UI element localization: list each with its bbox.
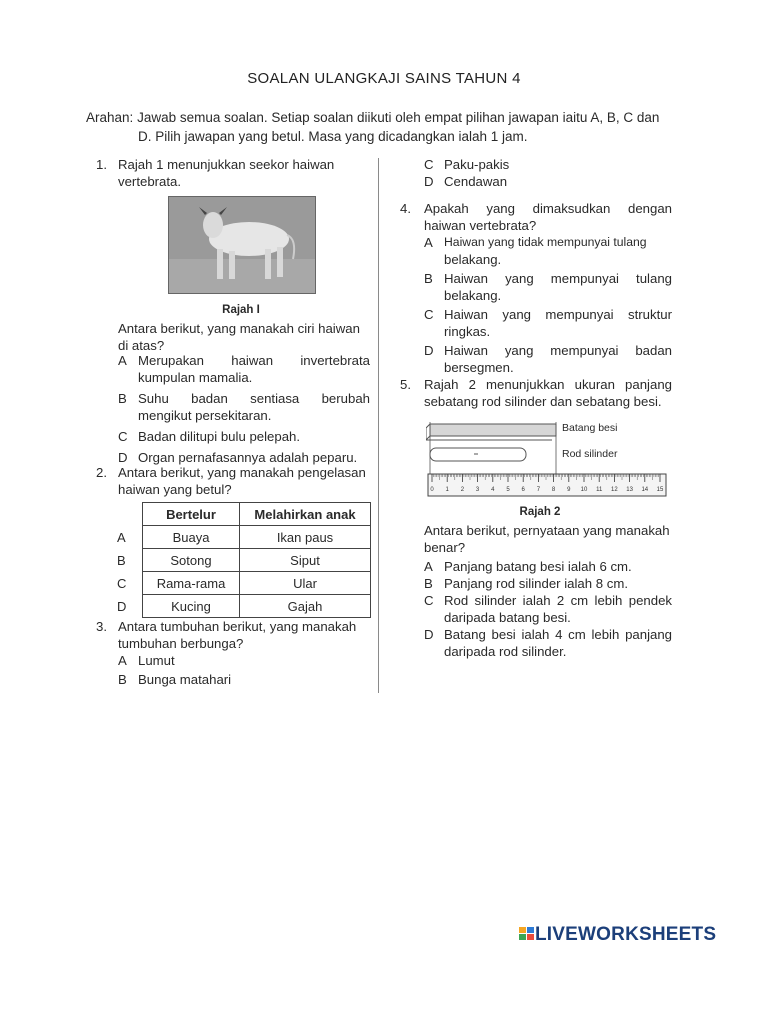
question-number: 3. [96,619,107,634]
option-letter: C [118,429,128,444]
table-row[interactable] [116,526,371,549]
question-2 [96,464,368,498]
option-letter: A [118,653,127,668]
option-letter: C [424,157,434,172]
option-text: Organ pernafasannya adalah peparu. [138,450,358,465]
option-letter: C [424,307,434,322]
question-number: 1. [96,157,107,172]
ruler-tick-label: 12 [611,487,618,493]
question-number: 2. [96,465,107,480]
question-3-options-right [424,156,674,190]
option-letter: A [424,235,433,250]
option-text: Paku-pakis [444,157,510,172]
option-text: mengikut persekitaran. [138,408,272,423]
option-text: kumpulan mamalia. [138,370,253,385]
option-text: Batang besi ialah 4 cm lebih panjang [444,627,672,642]
table-header-row [116,503,371,526]
question-1 [96,156,368,190]
ruler-tick-label: 15 [656,487,664,493]
figure-caption-2: Rajah 2 [519,506,561,518]
option-text: Haiwan yang tidak mempunyai tulang [444,235,647,249]
option-letter: D [118,450,128,465]
option-b[interactable] [424,270,672,304]
option-text: Bunga matahari [138,672,232,687]
table-cell: Kucing [143,595,240,618]
option-c[interactable] [118,428,370,445]
row-letter: C [117,575,127,591]
option-letter: B [118,391,127,406]
option-letter: A [118,353,127,368]
question-text: Antara berikut, yang manakah pengelasan [118,465,366,480]
option-c[interactable] [424,306,672,340]
classification-table [116,502,371,618]
question-text: Rajah 1 menunjukkan seekor haiwan [118,157,335,172]
cow-icon [169,197,315,293]
row-letter: A [117,529,126,545]
option-letter: B [424,576,433,591]
table-cell: Ular [240,572,371,595]
table-row[interactable] [116,595,371,618]
label-batang-besi: Batang besi [562,422,618,434]
option-d[interactable] [424,173,674,190]
question-text: Antara berikut, yang manakah ciri haiwan [118,321,360,336]
question-text: Apakah yang dimaksudkan dengan [424,201,672,216]
question-text: vertebrata. [118,174,182,189]
column-divider [378,158,379,693]
question-1-stem [118,320,368,354]
ruler-tick-label: 1 [445,487,449,493]
ruler-tick-label: 8 [551,487,556,493]
option-text: ringkas. [444,324,491,339]
option-c[interactable] [424,156,674,173]
table-cell: Gajah [240,595,371,618]
ruler-tick-label: 2 [460,487,465,493]
ruler-tick-label: 6 [521,487,525,493]
table-cell: Rama-rama [143,572,240,595]
option-text: Rod silinder ialah 2 cm lebih pendek [444,593,672,608]
table-cell: Siput [240,549,371,572]
question-4-options [424,234,672,376]
ruler-tick-label: 4 [491,487,495,493]
table-row[interactable] [116,572,371,595]
question-text: Antara tumbuhan berikut, yang manakah [118,619,357,634]
option-letter: D [424,174,434,189]
question-text: haiwan yang betul? [118,482,232,497]
option-text: Lumut [138,653,175,668]
option-text: daripada batang besi. [444,610,571,625]
question-5 [400,376,672,410]
ruler-tick-label: 11 [596,487,603,493]
option-b[interactable] [424,575,672,592]
ruler-tick-label: 0 [430,487,434,493]
directions-label: Arahan: [86,110,134,125]
option-letter: B [424,271,433,286]
table-cell: Sotong [143,549,240,572]
page-title: SOALAN ULANGKAJI SAINS TAHUN 4 [247,70,521,87]
table-cell: Buaya [143,526,240,549]
row-letter: B [117,552,126,568]
directions-line-1: Jawab semua soalan. Setiap soalan diikuti oleh empat pilihan jawapan iaitu A, B, C dan [137,110,660,125]
rod-ruler-figure [426,418,670,500]
option-text: Panjang rod silinder ialah 8 cm. [444,576,628,591]
figure-caption-1: Rajah I [222,304,260,316]
question-5-options [424,558,672,660]
option-letter: D [424,343,434,358]
iron-bar [430,424,556,436]
ruler-tick-label: 13 [626,487,633,493]
logo-text: LIVEWORKSHEETS [535,924,717,945]
directions [86,108,686,146]
option-text: Haiwan yang mempunyai badan [444,343,672,358]
ruler-tick-label: 9 [567,487,571,493]
label-rod-silinder: Rod silinder [562,448,618,460]
option-a[interactable] [118,352,370,386]
option-letter: C [424,593,434,608]
question-4 [400,200,672,234]
option-text: belakang. [444,252,502,267]
ruler-tick-label: 10 [580,487,588,493]
option-a[interactable] [424,234,672,268]
option-text: Badan dilitupi bulu pelepah. [138,429,301,444]
row-letter: D [117,598,127,614]
option-d[interactable] [424,342,672,376]
ruler-tick-label: 3 [475,487,480,493]
liveworksheets-logo[interactable] [519,924,716,946]
option-b[interactable] [118,671,368,688]
option-d[interactable] [424,626,672,660]
question-1-options [118,352,370,466]
rod-ruler-diagram [426,418,670,500]
ruler-tick-label: 5 [506,487,510,493]
option-letter: D [424,627,434,642]
option-text: Panjang batang besi ialah 6 cm. [444,559,632,574]
table-cell: Ikan paus [240,526,371,549]
question-3 [96,618,368,652]
option-b[interactable] [118,390,370,424]
question-3-options-left [118,652,368,688]
option-letter: A [424,559,433,574]
option-text: Haiwan yang mempunyai tulang [444,271,672,286]
option-text: Haiwan yang mempunyai struktur [444,307,672,322]
option-text: daripada rod silinder. [444,644,567,659]
option-text: bersegmen. [444,360,514,375]
table-header: Melahirkan anak [240,503,371,526]
question-number: 5. [400,377,411,392]
question-text: haiwan vertebrata? [424,218,537,233]
question-text: Antara berikut, pernyataan yang manakah [424,523,670,538]
option-c[interactable] [424,592,672,626]
question-text: sebatang rod silinder dan sebatang besi. [424,394,662,409]
ruler-tick-label: 7 [536,487,541,493]
option-a[interactable] [424,558,672,575]
question-text: tumbuhan berbunga? [118,636,244,651]
cow-photo [168,196,316,294]
question-text: di atas? [118,338,165,353]
option-text: Cendawan [444,174,508,189]
table-row[interactable] [116,549,371,572]
directions-line-2: D. Pilih jawapan yang betul. Masa yang dicadangkan ialah 1 jam. [138,129,528,144]
question-text: benar? [424,540,466,555]
option-a[interactable] [118,652,368,669]
option-text: Merupakan haiwan invertebrata [138,353,370,368]
question-text: Rajah 2 menunjukkan ukuran panjang [424,377,672,392]
option-text: Suhu badan sentiasa berubah [138,391,370,406]
table-header: Bertelur [143,503,240,526]
ruler-tick-label: 14 [641,487,649,493]
liveworksheets-icon [519,927,535,941]
question-5-stem [424,522,672,556]
option-text: belakang. [444,288,502,303]
question-number: 4. [400,201,411,216]
option-letter: B [118,672,127,687]
